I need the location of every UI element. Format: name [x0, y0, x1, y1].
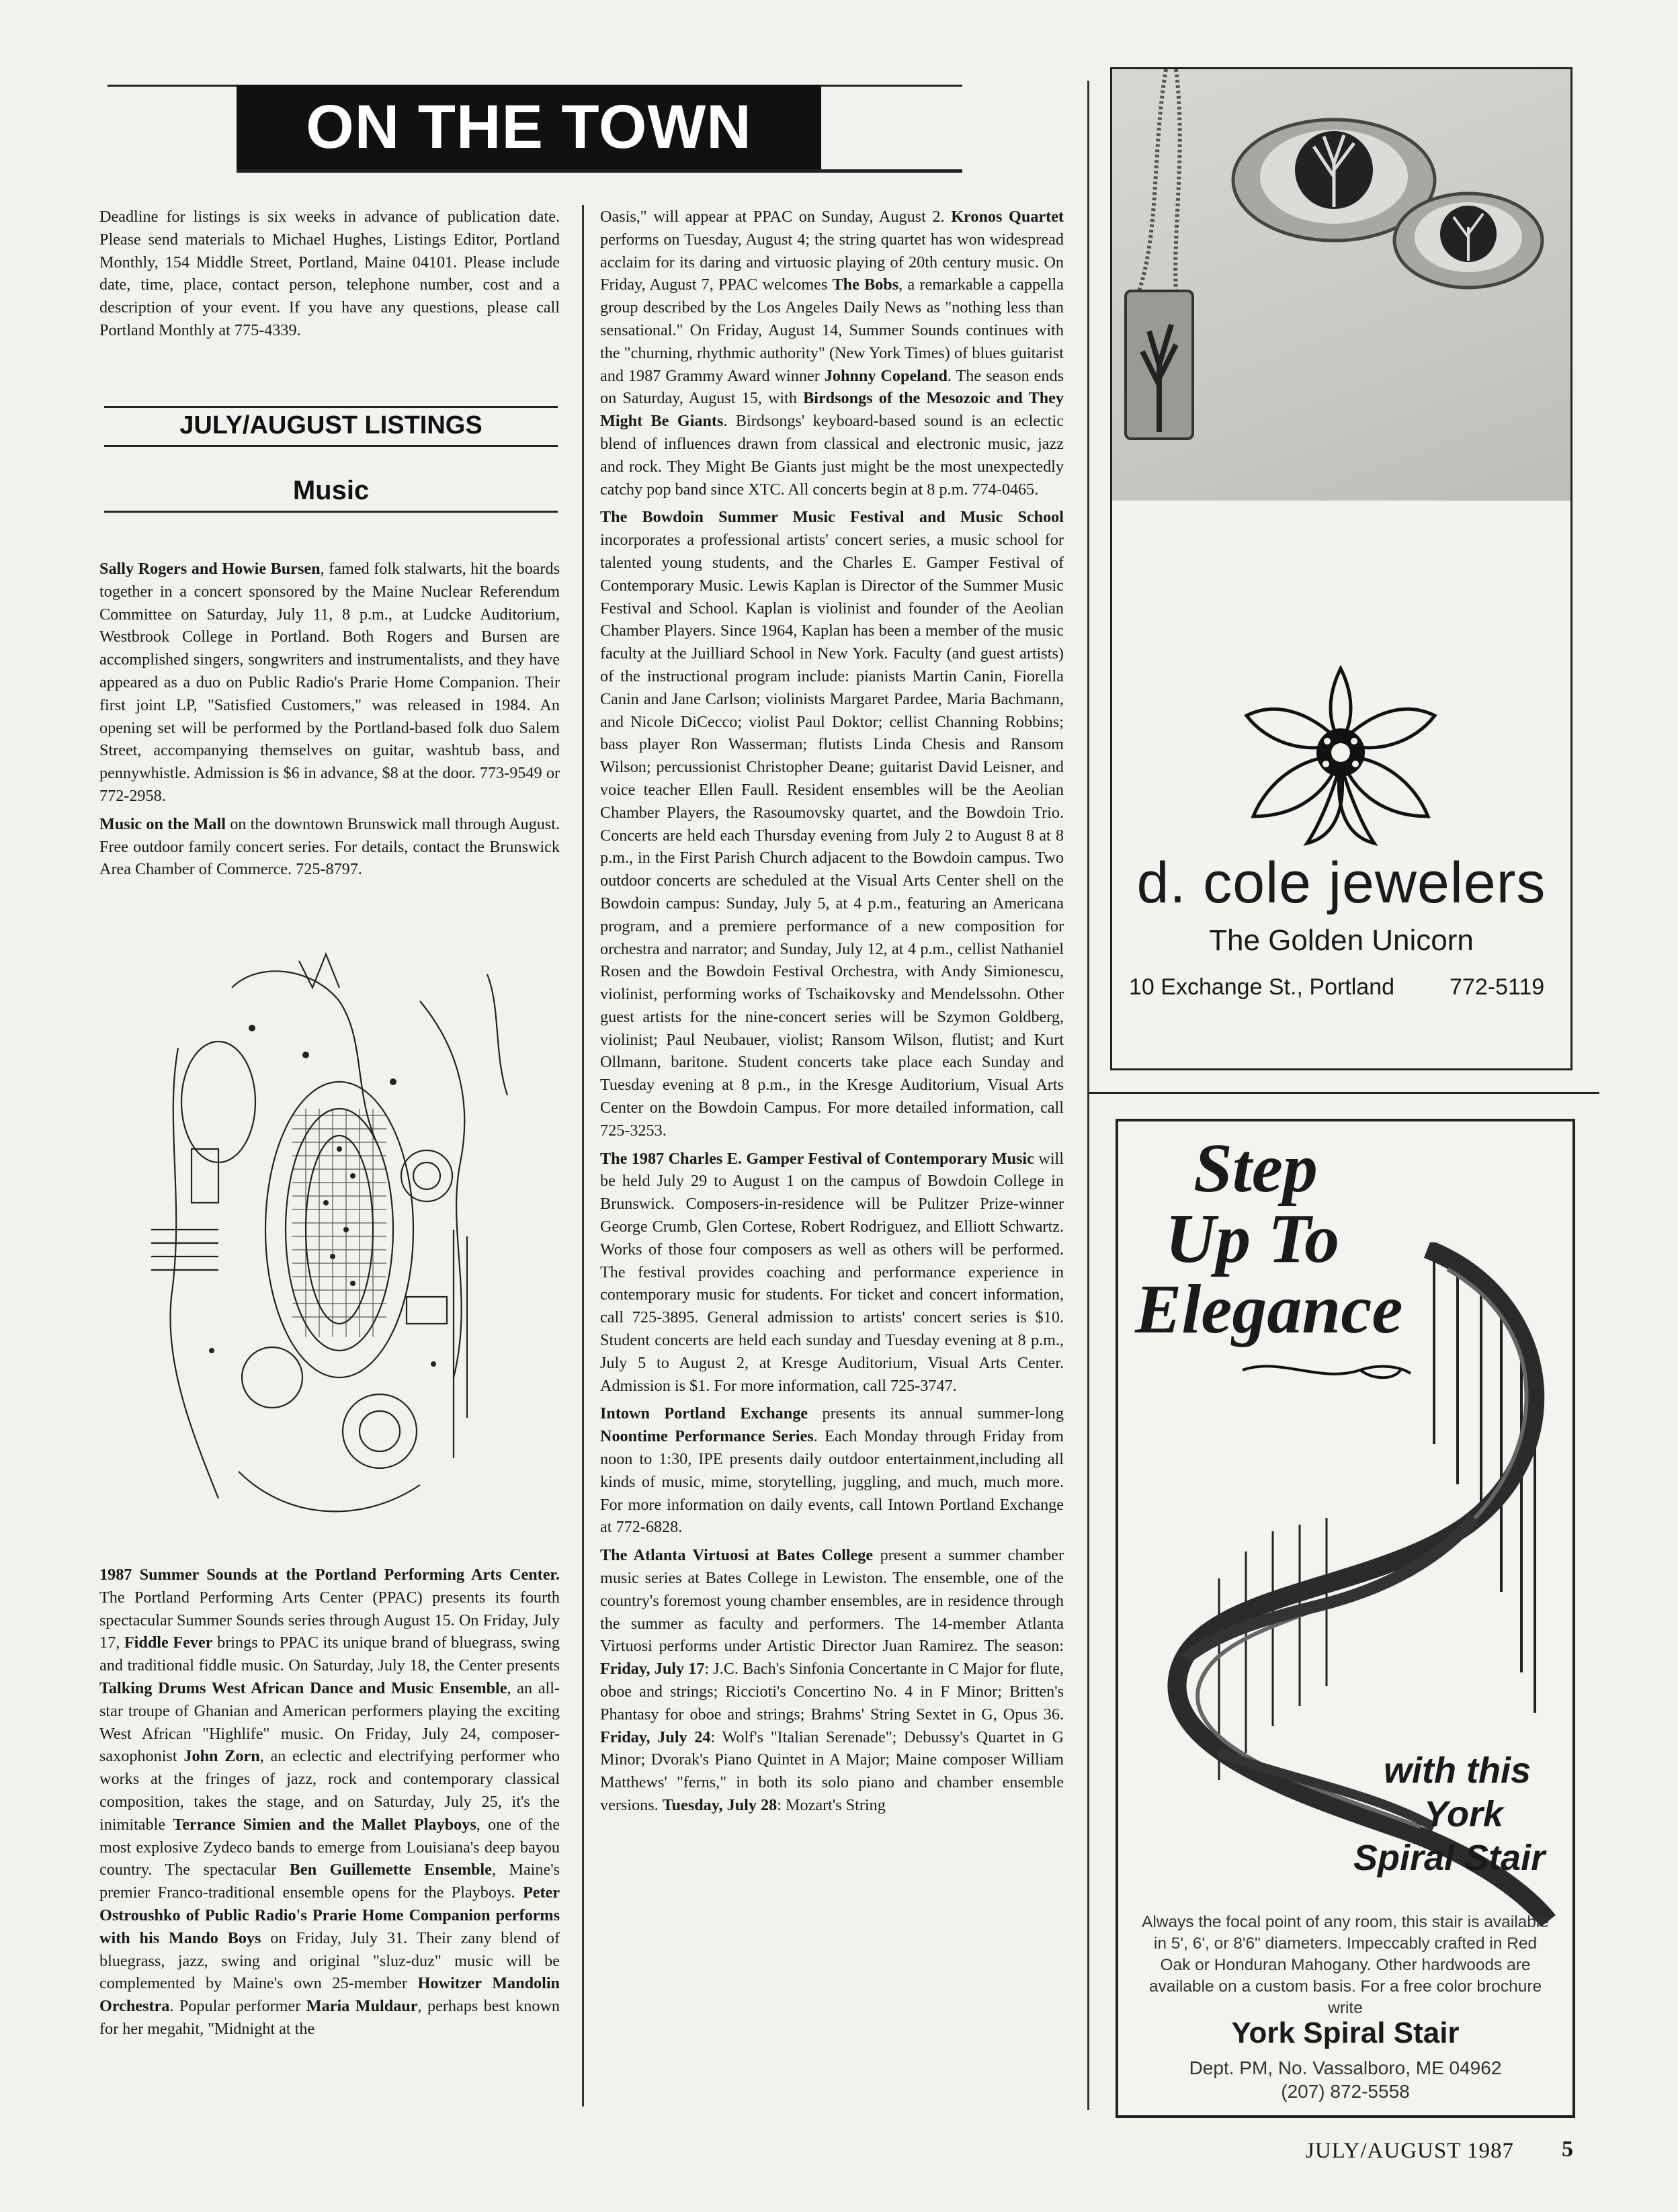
listing-body: presents its annual summer-long: [808, 1404, 1064, 1423]
listing-body: , Maine's premier Franco-traditional ensemble opens for the Playboys.: [99, 1861, 560, 1902]
listings-column-1-bottom: [99, 1564, 560, 2046]
ad-tagline-3: Spiral Stair: [1353, 1838, 1546, 1878]
jeweler-ad: [1110, 501, 1572, 1070]
listing-body: . Each Monday through Friday from noon to 1:30, IPE presents daily outdoor entertainment,including all kinds of music, mime, storytelling, juggling, and much, much more. For more information on daily events, call Intown Portland Exchange at 772-6828.: [600, 1427, 1064, 1537]
listing-title: Intown Portland Exchange: [600, 1404, 808, 1423]
jeweler-name: d. cole jewelers: [1136, 851, 1546, 915]
listing-title: The Bowdoin Summer Music Festival and Music School: [600, 508, 1064, 527]
listing-body: . The season ends on Saturday, August 15, with: [600, 366, 1064, 408]
listing-bowdoin-festival: [600, 506, 1064, 1142]
performer-name: Terrance Simien and the Mallet Playboys: [173, 1815, 476, 1834]
ad-divider: [1089, 1092, 1599, 1094]
listings-column-2: [600, 206, 1064, 1822]
ad-headline-3: Elegance: [1135, 1271, 1403, 1348]
listing-title: Music on the Mall: [99, 814, 226, 833]
listing-body: , famed folk stalwarts, hit the boards together in a concert sponsored by the Maine Nuclear Referendum Committee on Saturday, July 11, 8 p.m., at Ludcke Auditorium, Westbrook College in Portland. Both Rogers and Bursen are accomplished singers, songwriters and instrumentalists, and they have appeared as a duo on Public Radio's Prarie Home Companion. Their first joint LP, "Satisfied Customers," was released in 1984. An opening set will be performed by the Portland-based folk duo Salem Street, accompanying themselves on guitar, washtub bass, and pennywhistle. Admission is $6 in advance, $8 at the door. 773-9549 or 772-2958.: [99, 560, 560, 805]
issue-date: JULY/AUGUST 1987: [1306, 2139, 1515, 2163]
listing-body: : Wolf's "Italian Serenade"; Debussy's Quartet in G Minor; Dvorak's Piano Quintet in A Major; Maine composer William Matthews' "ferns," in both its solo piano and chamber ensemble versions.: [600, 1728, 1064, 1814]
performer-name: Kronos Quartet: [951, 208, 1064, 226]
jeweler-subtitle: The Golden Unicorn: [1209, 924, 1474, 957]
jewelry-photo: [1110, 67, 1572, 505]
listing-rogers-bursen: [99, 558, 560, 808]
ad-phone: (207) 872-5558: [1281, 2081, 1410, 2102]
listings-column-1-top: [99, 558, 560, 886]
ad-body: Always the focal point of any room, this stair is available in 5', 6', or 8'6" diameters. Impeccably crafted in Red Oak or Honduran Mahogany. Other hardwoods are available on a custom basis. For a free color brochure write: [1142, 1913, 1549, 2017]
column-divider: [1087, 81, 1089, 2110]
listing-summer-sounds: [99, 1564, 560, 2041]
flourish-icon: [1239, 1353, 1414, 1387]
event-date: Tuesday, July 28: [662, 1795, 778, 1814]
ad-tagline-2: York: [1424, 1794, 1504, 1834]
page-title: ON THE TOWN: [237, 85, 821, 169]
performer-name: Ben Guillemette Ensemble: [289, 1861, 492, 1879]
listing-body: present a summer chamber music series at Bates College in Lewiston. The ensemble, one of the country's foremost young chamber ensembles, are in residence through the summer as faculty and performers. The 14-member Atlanta Virtuosi performs under Artistic Director Juan Ramirez. The season:: [600, 1546, 1064, 1656]
jeweler-address: 10 Exchange St., Portland: [1129, 974, 1395, 1000]
listing-atlanta-virtuosi: [600, 1544, 1064, 1817]
listing-body: . Birdsongs' keyboard-based sound is an eclectic blend of influences drawn from classical and electronic music, jazz and rock. They Might Be Giants just might be the most unexpectedly catchy pop band since XTC. All concerts begin at 8 p.m. 774-0465.: [600, 412, 1064, 499]
listing-body: , one of the most explosive Zydeco bands to emerge from Louisiana's deep bayou country. The spectacular: [99, 1815, 560, 1879]
masthead-bottom-rule: [237, 169, 962, 173]
listing-body: Oasis," will appear at PPAC on Sunday, August 2.: [600, 208, 952, 226]
music-illustration: [138, 947, 521, 1539]
listing-title: The Atlanta Virtuosi at Bates College: [600, 1546, 874, 1565]
listing-body: incorporates a professional artists' concert series, a music school for talented young students, and the Charles E. Gamper Festival of Contemporary Music. Lewis Kaplan is Director of the Summer Music Festival and School. Kaplan is violinist and founder of the Aeolian Chamber Players. Since 1964, Kaplan has been a member of the music faculty at the Juilliard School in New York. Faculty (and guest artists) of the instructional program include: pianists Martin Canin, Fiorella Canin and Jane Carlson; violinists Margaret Pardee, Maria Bachmann, and Nicole DiCecco; violist Paul Doktor; cellist Channing Robbins; bass player Ron Wasserman; flutists Linda Chesis and Ransom Wilson; percussionist Christopher Deane; guitarist David Leisner, and voice teacher Ellen Faull. Resident ensembles will be the Aeolian Chamber Players, the Rasoumovsky quartet, and the Bowdoin Trio. Concerts are held each Thursday evening from July 2 to August 8 at 8 p.m., in the First Parish Church adjacent to the Bowdoin campus. Two outdoor concerts are scheduled at the Visual Arts Center shell on the Bowdoin campus: Sunday, July 5, at 4 p.m., featuring an Americana program, and a premiere performance of a new composition for orchestra and narrator; and Sunday, July 12, at 4 p.m., cellist Nathaniel Rosen and the Bowdoin Festival Orchestra, with Andy Simionescu, violinist, performing works of Tschaikovsky and Mendelssohn. Other guest artists for the nine-concert series will be Szymon Goldberg, violinist; Paul Neubauer, violist; Ransom Wilson, flutist; and Kurt Ollmann, baritone. Student concerts take place each Sunday and Tuesday evening at 8 p.m., in the Kresge Auditorium, Visual Arts Center on the Bowdoin Campus. For more detailed information, call 725-3253.: [600, 531, 1064, 1140]
listing-title: Sally Rogers and Howie Bursen: [99, 560, 321, 578]
performer-name: Noontime Performance Series: [600, 1427, 814, 1446]
listing-body: , a remarkable a cappella group described by the Los Angeles Daily News as "nothing less than sensational." On Friday, August 14, Summer Sounds continues with the "churning, rhythmic authority" (New York Times) of blues guitarist and 1987 Grammy Award winner: [600, 275, 1064, 385]
divider: [104, 511, 558, 513]
spiral-stair-ad: [1116, 1119, 1575, 2118]
ad-headline-2: Up To: [1165, 1200, 1340, 1277]
performer-name: Birdsongs of the Mesozoic and They Might Be Giants: [600, 389, 1064, 431]
listing-summer-sounds-cont: [600, 206, 1064, 501]
performer-name: Talking Drums West African Dance and Music Ensemble: [99, 1678, 507, 1697]
divider: [104, 406, 558, 408]
listing-intown-portland: [600, 1402, 1064, 1539]
listing-body: The Portland Performing Arts Center (PPAC) presents its fourth spectacular Summer Sounds series through August 15. On Friday, July 17,: [99, 1588, 560, 1652]
flower-logo-icon: [1233, 655, 1448, 857]
listing-body: : J.C. Bach's Sinfonia Concertante in C Major for flute, oboe and strings; Riccioti's Concertino No. 4 in F Minor; Britten's Phantasy for oboe and strings; Brahms' String Sextet in G, Opus 36.: [600, 1660, 1064, 1724]
performer-name: Maria Muldaur: [306, 1997, 418, 2016]
listing-music-on-mall: [99, 813, 560, 881]
jewelry-image: [1112, 69, 1570, 503]
listing-title: The 1987 Charles E. Gamper Festival of Contemporary Music: [600, 1149, 1034, 1168]
performer-name: John Zorn: [183, 1747, 260, 1766]
listing-body: , an eclectic and electrifying performer who works at the fringes of jazz, rock and contemporary classical composition, takes the stage, and on Saturday, July 25, it's the inimitable: [99, 1747, 560, 1834]
listing-title: 1987 Summer Sounds at the Portland Performing Arts Center.: [99, 1566, 560, 1584]
ad-tagline-1: with this: [1384, 1750, 1531, 1791]
listing-body: , an all-star troupe of Ghanian and American performers playing the exciting West African "Highlife" music. On Friday, July 24, composer-saxophonist: [99, 1678, 560, 1766]
column-divider: [582, 205, 584, 2107]
performer-name: Howitzer Mandolin Orchestra: [99, 1974, 560, 2016]
deadline-paragraph: Deadline for listings is six weeks in advance of publication date. Please send materials to Michael Hughes, Listings Editor, Portland Monthly, 154 Middle Street, Portland, Maine 04101. Please include date, time, place, contact person, telephone number, cost and a description of your event. If you have any questions, please call Portland Monthly at 775-4339.: [99, 208, 560, 339]
ad-headline-1: Step: [1193, 1130, 1318, 1207]
ad-company: York Spiral Stair: [1231, 2016, 1460, 2049]
page-number: 5: [1562, 2137, 1573, 2162]
listing-body: : Mozart's String: [777, 1795, 886, 1814]
listing-body: on Friday, July 31. Their zany blend of bluegrass, jazz, swing and original "sluz-duz" music will be complemented by Maine's own 25-member: [99, 1928, 560, 1993]
ad-address: Dept. PM, No. Vassalboro, ME 04962: [1189, 2057, 1502, 2078]
listing-body: will be held July 29 to August 1 on the campus of Bowdoin College in Brunswick. Composers-in-residence will be Pulitzer Prize-winner George Crumb, Glen Cortese, Robert Rodriguez, and Elliott Schwartz. Works of those four composers as well as others will be performed. The festival provides coaching and performance experience in contemporary music for students. For ticket and concert information, call 725-3895. General admission to artists' concert series is $10. Student concerts are held each sunday and Tuesday evening at 8 p.m., July 5 to August 2, at Kresge Auditorium, Visual Arts Center. Admission is $1. For more information, call 725-3747.: [600, 1149, 1064, 1395]
listing-body: . Popular performer: [169, 1997, 306, 2016]
divider: [104, 445, 558, 447]
listing-body: performs on Tuesday, August 4; the string quartet has won widespread acclaim for its daring and virtuosic playing of 20th century music. On Friday, August 7, PPAC welcomes: [600, 230, 1064, 294]
intro-text: [99, 206, 560, 347]
performer-name: The Bobs: [832, 275, 899, 294]
performer-name: Peter Ostroushko of Public Radio's Prarie Home Companion performs with his Mando Boys: [99, 1883, 560, 1947]
listing-body: on the downtown Brunswick mall through August. Free outdoor family concert series. For details, contact the Brunswick Area Chamber of Commerce. 725-8797.: [99, 814, 560, 879]
listing-gamper-festival: [600, 1148, 1064, 1398]
performer-name: Johnny Copeland: [824, 366, 948, 385]
listing-body: , perhaps best known for her megahit, "Midnight at the: [99, 1997, 560, 2038]
listings-heading: JULY/AUGUST LISTINGS: [179, 411, 483, 439]
music-heading: Music: [292, 476, 370, 505]
performer-name: Fiddle Fever: [124, 1633, 213, 1652]
event-date: Friday, July 17: [600, 1660, 705, 1678]
event-date: Friday, July 24: [600, 1728, 711, 1746]
listing-body: brings to PPAC its unique brand of bluegrass, swing and traditional fiddle music. On Saturday, July 18, the Center presents: [99, 1633, 560, 1675]
jeweler-phone: 772-5119: [1450, 974, 1545, 1000]
